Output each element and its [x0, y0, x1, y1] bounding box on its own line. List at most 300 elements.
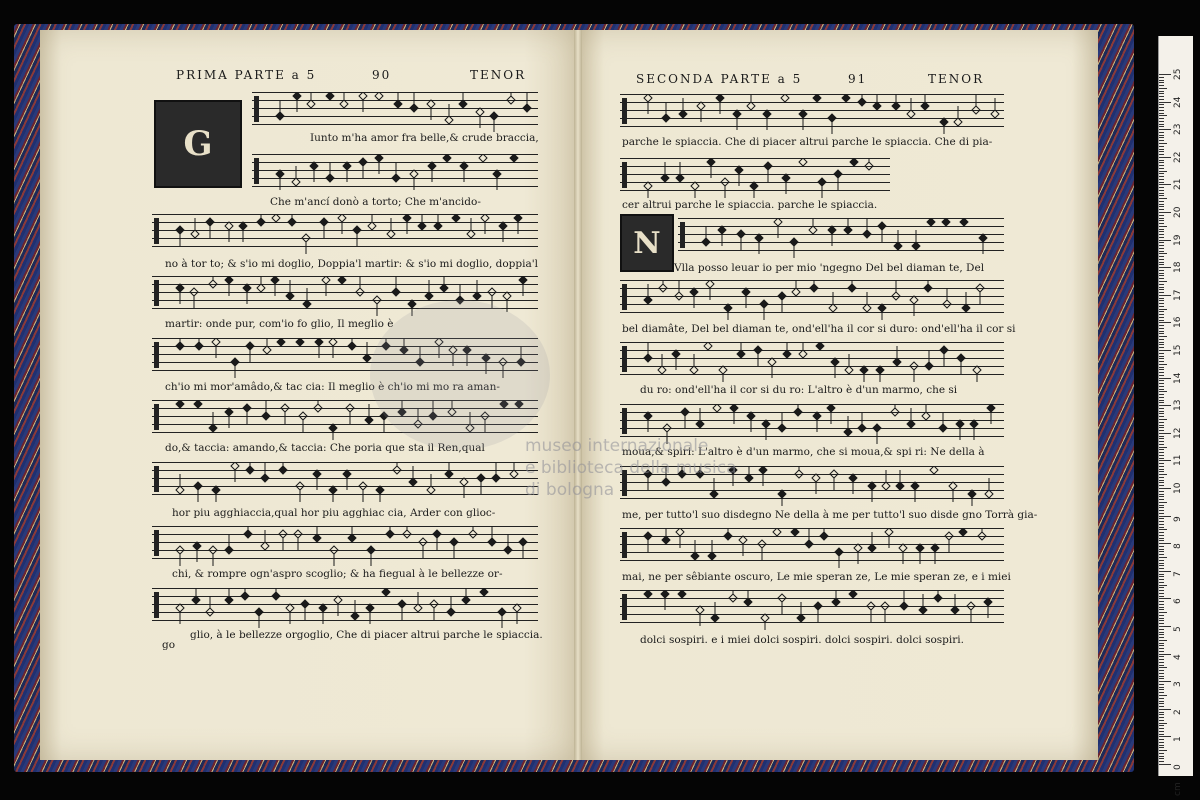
ruler-tick	[1159, 408, 1164, 409]
clef-mark	[154, 404, 159, 430]
note-head	[257, 284, 265, 292]
ruler-tick	[1159, 502, 1167, 503]
ruler-label: 12	[1173, 427, 1183, 439]
ruler-tick	[1159, 226, 1167, 227]
note-head	[681, 408, 689, 416]
ruler-tick	[1159, 179, 1164, 180]
ruler-label: 11	[1173, 454, 1183, 467]
note-head	[386, 530, 394, 538]
right-lyric-line-9: dolci sospiri. e i miei dolci sospiri. dolci sospiri. dolci sospiri.	[640, 634, 964, 646]
note-head	[644, 182, 652, 190]
note-head	[343, 162, 351, 170]
ruler-tick	[1159, 231, 1164, 232]
note-head	[863, 304, 871, 312]
note-head	[334, 596, 342, 604]
ruler-tick	[1159, 632, 1164, 633]
note-head	[519, 538, 527, 546]
note-head	[375, 92, 383, 100]
ruler-tick	[1159, 673, 1164, 674]
ruler-tick	[1159, 433, 1171, 434]
note-head	[433, 530, 441, 538]
ruler-tick	[1159, 229, 1164, 230]
note-head	[842, 94, 850, 102]
note-head	[781, 94, 789, 102]
note-head	[191, 230, 199, 238]
note-head	[658, 366, 666, 374]
ruler-tick	[1159, 121, 1164, 122]
note-head	[845, 366, 853, 374]
ruler-tick	[1159, 80, 1164, 81]
note-head	[778, 424, 786, 432]
note-head	[498, 608, 506, 616]
clef-mark	[254, 96, 259, 122]
ruler-tick	[1159, 723, 1167, 724]
note-head	[818, 178, 826, 186]
ruler-tick	[1159, 104, 1164, 105]
note-head	[809, 226, 817, 234]
note-head	[778, 292, 786, 300]
ruler-tick	[1159, 518, 1164, 519]
note-head	[503, 292, 511, 300]
ruler-tick	[1159, 681, 1171, 682]
ruler-tick	[1159, 656, 1164, 657]
note-head	[973, 366, 981, 374]
ruler-tick	[1159, 292, 1164, 293]
note-head	[403, 530, 411, 538]
ruler-tick	[1159, 742, 1164, 743]
note-head	[225, 408, 233, 416]
note-head	[330, 546, 338, 554]
note-head	[329, 424, 337, 432]
music-staff	[620, 590, 1004, 630]
ruler-tick	[1159, 82, 1164, 83]
note-head	[679, 110, 687, 118]
note-head	[262, 412, 270, 420]
note-head	[225, 222, 233, 230]
ruler-tick	[1159, 524, 1164, 525]
right-lyric-line-6: moua,& spiri: L'altro è d'un marmo, che si moua,& spi ri: Ne della à	[622, 446, 985, 458]
note-head	[907, 420, 915, 428]
note-head	[276, 170, 284, 178]
ruler-tick	[1159, 298, 1164, 299]
note-head	[348, 342, 356, 350]
note-head	[761, 614, 769, 622]
note-head	[299, 412, 307, 420]
ruler-tick	[1159, 118, 1164, 119]
note-head	[739, 536, 747, 544]
ruler-tick	[1159, 419, 1167, 420]
ruler-tick	[1159, 212, 1171, 213]
note-head	[716, 94, 724, 102]
ruler-tick	[1159, 209, 1164, 210]
ruler-tick	[1159, 184, 1171, 185]
note-head	[513, 604, 521, 612]
ruler-tick	[1159, 300, 1164, 301]
ruler-tick	[1159, 720, 1164, 721]
ruler-tick	[1159, 703, 1164, 704]
note-head	[702, 238, 710, 246]
book-gutter	[574, 30, 582, 760]
note-head	[243, 404, 251, 412]
note-head	[706, 280, 714, 288]
note-head	[231, 358, 239, 366]
note-head	[747, 102, 755, 110]
note-head	[644, 412, 652, 420]
note-head	[943, 300, 951, 308]
ruler-label: 13	[1173, 399, 1183, 412]
ruler-tick	[1159, 643, 1164, 644]
right-header-part: SECONDA PARTE a 5	[636, 72, 803, 86]
note-head	[737, 350, 745, 358]
ruler-tick	[1159, 400, 1164, 401]
note-head	[303, 300, 311, 308]
note-head	[816, 342, 824, 350]
note-head	[907, 110, 915, 118]
note-head	[176, 604, 184, 612]
note-head	[225, 546, 233, 554]
note-head	[724, 304, 732, 312]
ruler-tick	[1159, 347, 1164, 348]
ruler-tick	[1159, 529, 1167, 530]
ruler-tick	[1159, 598, 1171, 599]
note-head	[830, 470, 838, 478]
note-head	[243, 284, 251, 292]
note-head	[951, 606, 959, 614]
ruler-label: 5	[1173, 626, 1183, 632]
ruler-tick	[1159, 137, 1164, 138]
note-head	[176, 486, 184, 494]
note-head	[225, 276, 233, 284]
ruler-tick	[1159, 538, 1164, 539]
ruler-tick	[1159, 706, 1164, 707]
note-head	[805, 540, 813, 548]
note-head	[721, 178, 729, 186]
note-head	[659, 284, 667, 292]
note-head	[644, 354, 652, 362]
ruler-tick	[1159, 405, 1171, 406]
note-head	[209, 280, 217, 288]
ruler-tick	[1159, 223, 1164, 224]
ruler-tick	[1159, 91, 1164, 92]
note-head	[885, 528, 893, 536]
note-head	[799, 158, 807, 166]
clef-mark	[622, 284, 627, 310]
note-head	[962, 304, 970, 312]
note-head	[428, 162, 436, 170]
ruler-tick	[1159, 698, 1164, 699]
ruler-tick	[1159, 543, 1171, 544]
ruler-tick	[1159, 251, 1164, 252]
note-head	[271, 276, 279, 284]
ruler-tick	[1159, 455, 1164, 456]
note-head	[514, 214, 522, 222]
note-head	[459, 100, 467, 108]
left-lyric-line-4: martir: onde pur, com'io fo glio, Il meglio è	[165, 318, 394, 330]
ruler-tick	[1159, 728, 1164, 729]
note-head	[493, 170, 501, 178]
note-head	[194, 400, 202, 408]
note-head	[868, 482, 876, 490]
note-head	[810, 284, 818, 292]
note-head	[691, 182, 699, 190]
ruler-tick	[1159, 416, 1164, 417]
ruler-tick	[1159, 402, 1164, 403]
note-head	[972, 106, 980, 114]
ruler-tick	[1159, 725, 1164, 726]
note-head	[828, 226, 836, 234]
note-head	[510, 154, 518, 162]
ruler-tick	[1159, 356, 1164, 357]
note-head	[315, 338, 323, 346]
note-head	[931, 544, 939, 552]
note-head	[434, 222, 442, 230]
ruler-tick	[1159, 491, 1164, 492]
note-head	[293, 92, 301, 100]
ruler-tick	[1159, 678, 1164, 679]
note-head	[760, 300, 768, 308]
ruler-tick	[1159, 256, 1164, 257]
note-head	[791, 528, 799, 536]
note-head	[967, 602, 975, 610]
note-head	[873, 102, 881, 110]
note-head	[519, 276, 527, 284]
note-head	[504, 546, 512, 554]
note-head	[910, 296, 918, 304]
ruler-tick	[1159, 358, 1164, 359]
ruler-tick	[1159, 284, 1164, 285]
note-head	[737, 230, 745, 238]
note-head	[676, 528, 684, 536]
note-head	[724, 532, 732, 540]
note-head	[956, 420, 964, 428]
ruler-tick	[1159, 342, 1164, 343]
ruler-tick	[1159, 629, 1164, 630]
clef-mark	[680, 222, 685, 248]
ruler-tick	[1159, 220, 1164, 221]
note-head	[672, 350, 680, 358]
ruler-tick	[1159, 237, 1164, 238]
note-head	[246, 466, 254, 474]
note-head	[940, 346, 948, 354]
ruler-tick	[1159, 764, 1171, 765]
note-head	[419, 538, 427, 546]
ruler-tick	[1159, 712, 1164, 713]
ruler-tick	[1159, 734, 1164, 735]
note-head	[488, 538, 496, 546]
ruler-label: 8	[1173, 543, 1183, 550]
note-head	[707, 158, 715, 166]
note-head	[912, 242, 920, 250]
note-head	[476, 108, 484, 116]
ruler-tick	[1159, 154, 1164, 155]
note-head	[812, 474, 820, 482]
note-head	[343, 470, 351, 478]
note-head	[281, 404, 289, 412]
note-head	[881, 602, 889, 610]
note-head	[206, 218, 214, 226]
ruler-tick	[1159, 551, 1164, 552]
ruler-tick	[1159, 689, 1164, 690]
ruler-tick	[1159, 77, 1164, 78]
ruler-label: 23	[1173, 123, 1183, 136]
note-head	[194, 482, 202, 490]
note-head	[481, 214, 489, 222]
ruler-tick	[1159, 546, 1164, 547]
note-head	[718, 226, 726, 234]
note-head	[392, 174, 400, 182]
note-head	[708, 552, 716, 560]
note-head	[430, 600, 438, 608]
ruler-tick	[1159, 449, 1164, 450]
ruler-tick	[1159, 364, 1167, 365]
ruler-tick	[1159, 427, 1164, 428]
ruler-tick	[1159, 270, 1164, 271]
ruler-label: 4	[1173, 653, 1183, 660]
ruler-tick	[1159, 676, 1164, 677]
ruler-tick	[1159, 201, 1164, 202]
note-head	[450, 538, 458, 546]
note-head	[834, 170, 842, 178]
ruler-label: 17	[1173, 289, 1183, 301]
ruler-tick	[1159, 571, 1171, 572]
note-head	[490, 112, 498, 120]
music-staff	[620, 94, 1004, 134]
ruler-label: 24	[1173, 96, 1183, 108]
note-head	[367, 546, 375, 554]
ruler-tick	[1159, 397, 1164, 398]
ruler-label: 2	[1173, 709, 1183, 715]
ruler-tick	[1159, 480, 1164, 481]
ruler-tick	[1159, 350, 1171, 351]
ruler-tick	[1159, 110, 1164, 111]
note-head	[414, 604, 422, 612]
ruler-tick	[1159, 309, 1167, 310]
clef-mark	[154, 280, 159, 306]
ruler-tick	[1159, 576, 1164, 577]
note-head	[473, 292, 481, 300]
ruler-tick	[1159, 187, 1164, 188]
clef-mark	[154, 218, 159, 244]
ruler-tick	[1159, 129, 1171, 130]
ruler-tick	[1159, 157, 1171, 158]
ruler-tick	[1159, 607, 1164, 608]
note-head	[263, 346, 271, 354]
note-head	[427, 486, 435, 494]
ruler-tick	[1159, 477, 1164, 478]
ruler-tick	[1159, 654, 1171, 655]
ruler-tick	[1159, 278, 1164, 279]
ruler-tick	[1159, 171, 1167, 172]
note-head	[176, 284, 184, 292]
note-head	[408, 300, 416, 308]
note-head	[924, 284, 932, 292]
note-head	[927, 218, 935, 226]
ruler-tick	[1159, 168, 1164, 169]
ruler-tick	[1159, 579, 1164, 580]
note-head	[445, 116, 453, 124]
ruler-tick	[1159, 513, 1164, 514]
ruler-tick	[1159, 447, 1167, 448]
note-head	[778, 490, 786, 498]
note-head	[340, 100, 348, 108]
ruler-tick	[1159, 135, 1164, 136]
note-head	[322, 276, 330, 284]
note-head	[286, 604, 294, 612]
ruler-tick	[1159, 204, 1164, 205]
ruler-tick	[1159, 339, 1164, 340]
ruler-tick	[1159, 411, 1164, 412]
ruler-tick	[1159, 378, 1171, 379]
ruler-tick	[1159, 623, 1164, 624]
note-head	[348, 534, 356, 542]
note-head	[359, 158, 367, 166]
ruler-tick	[1159, 736, 1171, 737]
note-head	[313, 534, 321, 542]
note-head	[241, 592, 249, 600]
ruler-label: 0	[1173, 764, 1183, 770]
ruler-tick	[1159, 574, 1164, 575]
ruler-tick	[1159, 361, 1164, 362]
note-head	[713, 404, 721, 412]
note-head	[813, 412, 821, 420]
note-head	[690, 366, 698, 374]
note-head	[991, 110, 999, 118]
note-head	[644, 590, 652, 598]
ruler-tick	[1159, 289, 1164, 290]
ruler-tick	[1159, 165, 1164, 166]
note-head	[850, 158, 858, 166]
note-head	[368, 222, 376, 230]
note-head	[427, 100, 435, 108]
ruler-tick	[1159, 386, 1164, 387]
ruler-tick	[1159, 262, 1164, 263]
note-head	[176, 226, 184, 234]
ruler-tick	[1159, 516, 1171, 517]
music-staff	[678, 218, 1004, 258]
clef-mark	[622, 162, 627, 188]
note-head	[774, 218, 782, 226]
note-head	[195, 342, 203, 350]
ruler-tick	[1159, 259, 1164, 260]
clef-mark	[622, 98, 627, 124]
note-head	[916, 544, 924, 552]
ruler-label: 21	[1173, 178, 1183, 191]
ruler-label: 10	[1173, 482, 1183, 494]
ruler-tick	[1159, 96, 1164, 97]
note-head	[462, 596, 470, 604]
note-head	[773, 528, 781, 536]
note-head	[314, 404, 322, 412]
note-head	[244, 530, 252, 538]
note-head	[848, 284, 856, 292]
ruler-tick	[1159, 758, 1164, 759]
note-head	[410, 170, 418, 178]
note-head	[892, 102, 900, 110]
note-head	[279, 530, 287, 538]
ruler-tick	[1159, 563, 1164, 564]
note-head	[326, 92, 334, 100]
note-head	[863, 230, 871, 238]
note-head	[759, 466, 767, 474]
ruler-tick	[1159, 380, 1164, 381]
ruler-label: 20	[1173, 206, 1183, 218]
right-lyric-line-7: me, per tutto'l suo disdegno Ne della à me per tutto'l suo disde gno Torrà gia-	[622, 509, 1038, 521]
clef-mark	[154, 466, 159, 492]
ruler-tick	[1159, 325, 1164, 326]
note-head	[925, 362, 933, 370]
ruler-tick	[1159, 620, 1164, 621]
note-head	[445, 470, 453, 478]
